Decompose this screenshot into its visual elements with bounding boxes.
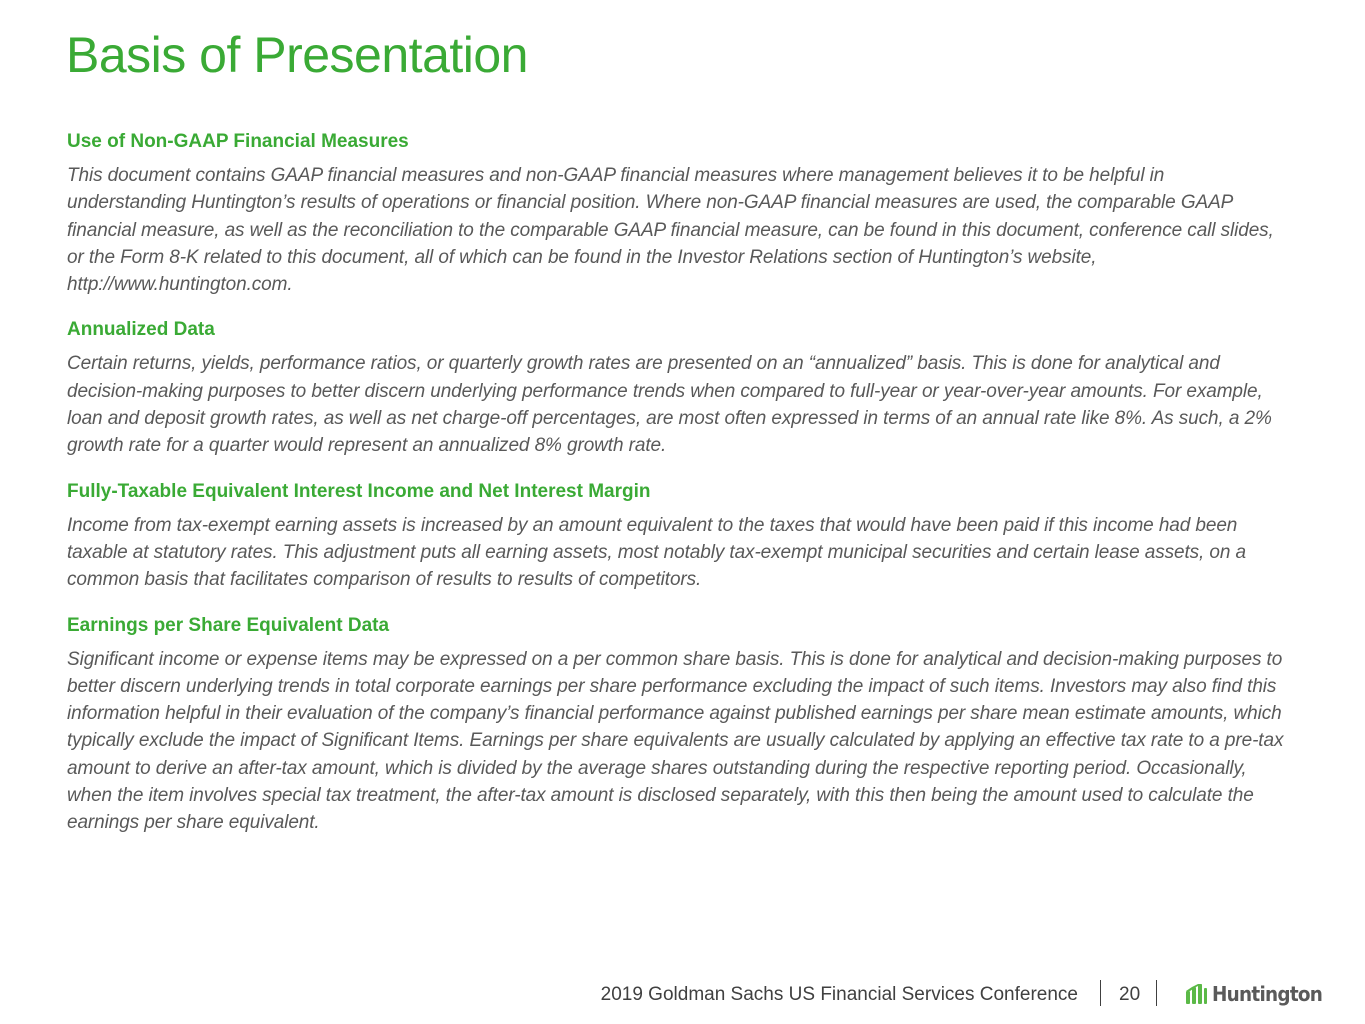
footer-conference-name: 2019 Goldman Sachs US Financial Services Conference (600, 984, 1078, 1005)
footer-divider (1156, 980, 1157, 1006)
section-heading: Earnings per Share Equivalent Data (67, 614, 390, 636)
section-heading: Use of Non-GAAP Financial Measures (67, 131, 409, 152)
section-heading: Annualized Data (67, 319, 215, 341)
section-paragraph: Income from tax-exempt earning assets is increased by an amount equivalent to the taxes that would have been paid if this income had been taxable at statutory rates. This adjustment puts all earning assets, most notably tax-exempt municipal securities and certain lease assets, on a common basis that facilitates comparison of results to results of competitors. (67, 514, 1246, 591)
page-title: Basis of Presentation (66, 27, 528, 83)
huntington-logo (1184, 980, 1332, 1008)
section-non-gaap (67, 128, 1287, 298)
footer-divider (1100, 980, 1101, 1006)
section-paragraph: Certain returns, yields, performance ratios, or quarterly growth rates are presented on an “annualized” basis. This is done for analytical and decision-making purposes to better discern underlying performance trends when compared to full-year or year-over-year amounts. For example, loan and deposit growth rates, as well as net charge-off percentages, are most often expressed in terms of an annual rate like 8%. As such, a 2% growth rate for a quarter would represent an annualized 8% growth rate. (67, 353, 1272, 457)
section-paragraph: This document contains GAAP financial measures and non-GAAP financial measures where management believes it to be helpful in understanding Huntington’s results of operations or financial position. Where non-GAAP financial measures are used, the comparable GAAP financial measure, as well as the reconciliation to the comparable GAAP financial measure, can be found in this document, conference call slides, or the Form 8-K related to this document, all of which can be found in the Investor Relations section of Huntington’s website, http://www.huntington.com. (67, 165, 1274, 296)
content-body (67, 128, 1287, 855)
page-number: 20 (1119, 984, 1141, 1005)
section-eps-equivalent (67, 612, 1287, 837)
footer (0, 978, 1365, 1012)
section-heading: Fully-Taxable Equivalent Interest Income and Net Interest Margin (67, 480, 651, 502)
section-paragraph: Significant income or expense items may be expressed on a per common share basis. This is done for analytical and decision-making purposes to better discern underlying trends in total corporate earnings per share performance excluding the impact of such items. Investors may also find this information helpful in their evaluation of the company’s financial performance against published earnings per share mean estimate amounts, which typically exclude the impact of Significant Items. Earnings per share equivalents are usually calculated by applying an effective tax rate to a pre-tax amount to derive an after-tax amount, which is divided by the average shares outstanding during the respective reporting period. Occasionally, when the item involves special tax treatment, the after-tax amount is disclosed separately, with this then being the amount used to calculate the earnings per share equivalent. (67, 648, 1284, 834)
huntington-logo-icon (1184, 982, 1208, 1006)
huntington-wordmark: Huntington (1212, 982, 1323, 1006)
section-annualized-data (67, 316, 1287, 459)
section-fte-interest-income (67, 478, 1287, 594)
